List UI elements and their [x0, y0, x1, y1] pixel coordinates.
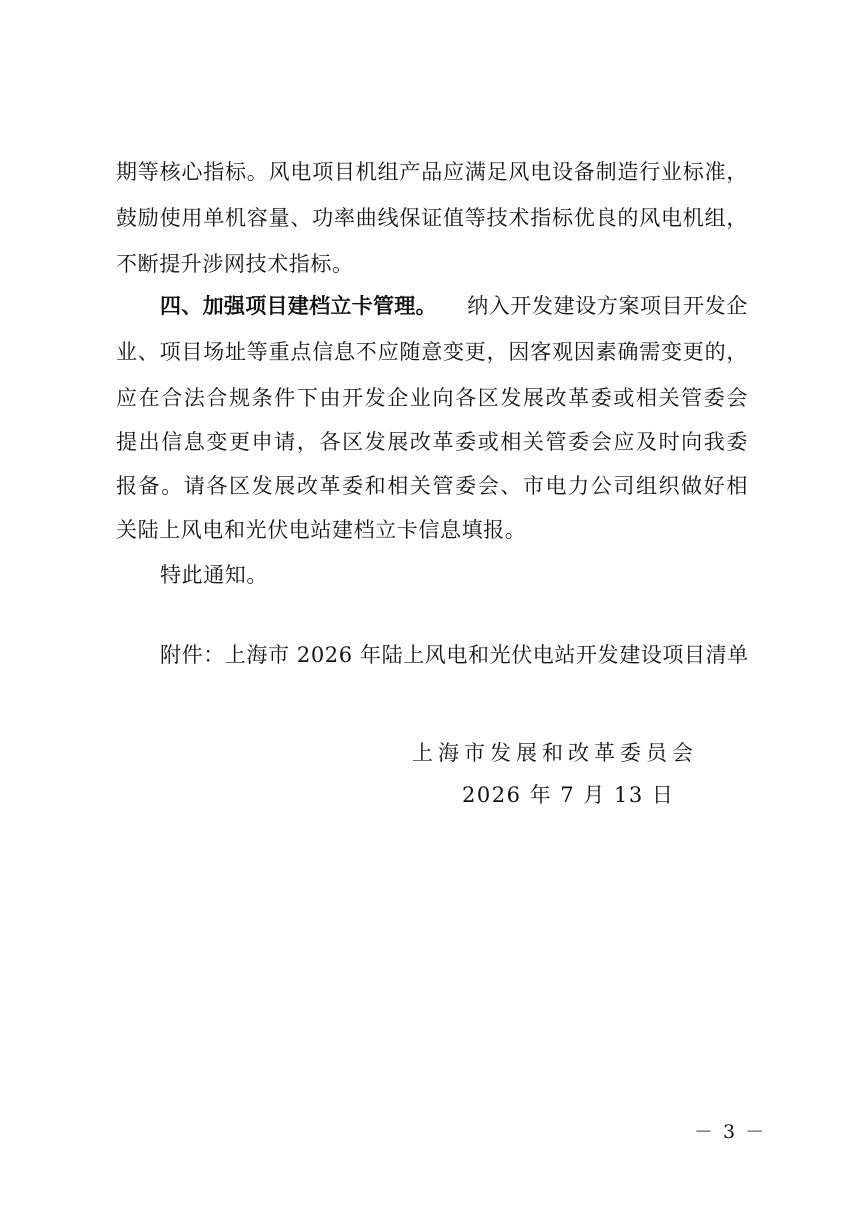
- attachment-line: 附件：上海市 2026 年陆上风电和光伏电站开发建设项目清单: [160, 643, 749, 667]
- section-4-line-3: 应在合法合规条件下由开发企业向各区发展改革委或相关管委会: [116, 386, 748, 410]
- section-4-line-6: 关陆上风电和光伏电站建档立卡信息填报。: [116, 518, 527, 542]
- section-4-line-1-text: 纳入开发建设方案项目开发企: [467, 294, 748, 318]
- paragraph-1-line-1: 期等核心指标。风电项目机组产品应满足风电设备制造行业标准，: [116, 160, 748, 184]
- section-4-line-2: 业、项目场址等重点信息不应随意变更，因客观因素确需变更的，: [116, 340, 748, 364]
- section-4-line-5: 报备。请各区发展改革委和相关管委会、市电力公司组织做好相: [116, 474, 748, 498]
- signature-organization: 上海市发展和改革委员会: [412, 741, 698, 765]
- page-number: － 3 －: [694, 1121, 767, 1143]
- section-4-heading: 四、加强项目建档立卡管理。: [160, 294, 437, 318]
- closing-text: 特此通知。: [160, 563, 268, 587]
- section-4-line-4: 提出信息变更申请，各区发展改革委或相关管委会应及时向我委: [116, 430, 748, 454]
- section-4-first-line: [160, 291, 748, 321]
- signature-date: 2026 年 7 月 13 日: [462, 783, 675, 807]
- paragraph-1-line-2: 鼓励使用单机容量、功率曲线保证值等技术指标优良的风电机组，: [116, 206, 748, 230]
- paragraph-1-line-3: 不断提升涉网技术指标。: [116, 252, 354, 276]
